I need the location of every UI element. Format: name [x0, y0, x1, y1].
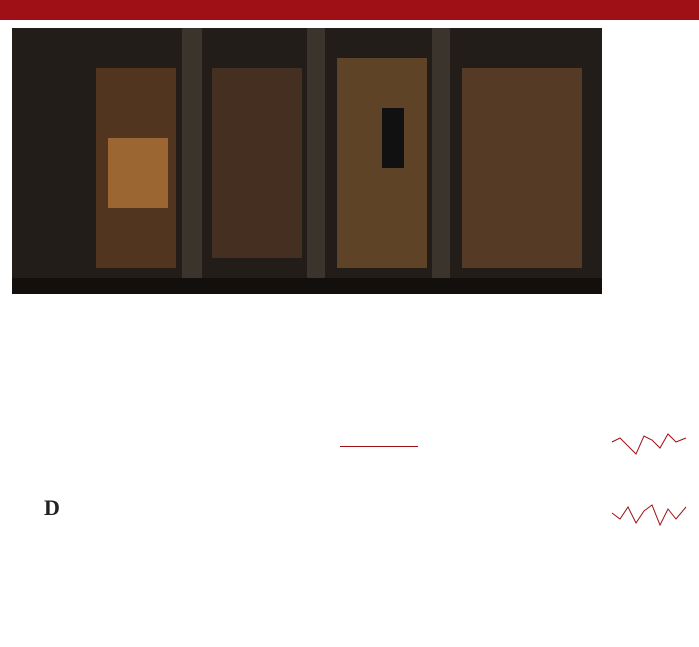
- sidebar-body: [608, 34, 694, 284]
- chart-plot: [340, 297, 420, 397]
- gdp-chart: [340, 296, 420, 436]
- indicators-title: [340, 444, 418, 447]
- indicators-box: [340, 444, 418, 451]
- drop-cap: D: [44, 495, 60, 520]
- article-column-1: [44, 495, 106, 520]
- restaurant-photo: [12, 28, 602, 294]
- sidebar-charts: [608, 412, 694, 550]
- section-bar: [0, 0, 699, 20]
- sidebar-chart-1: [608, 412, 694, 472]
- article-2-continued: [510, 298, 598, 301]
- sidebar-chart-2: [608, 485, 694, 545]
- sidebar-article: [608, 28, 694, 284]
- article-2: [424, 298, 508, 304]
